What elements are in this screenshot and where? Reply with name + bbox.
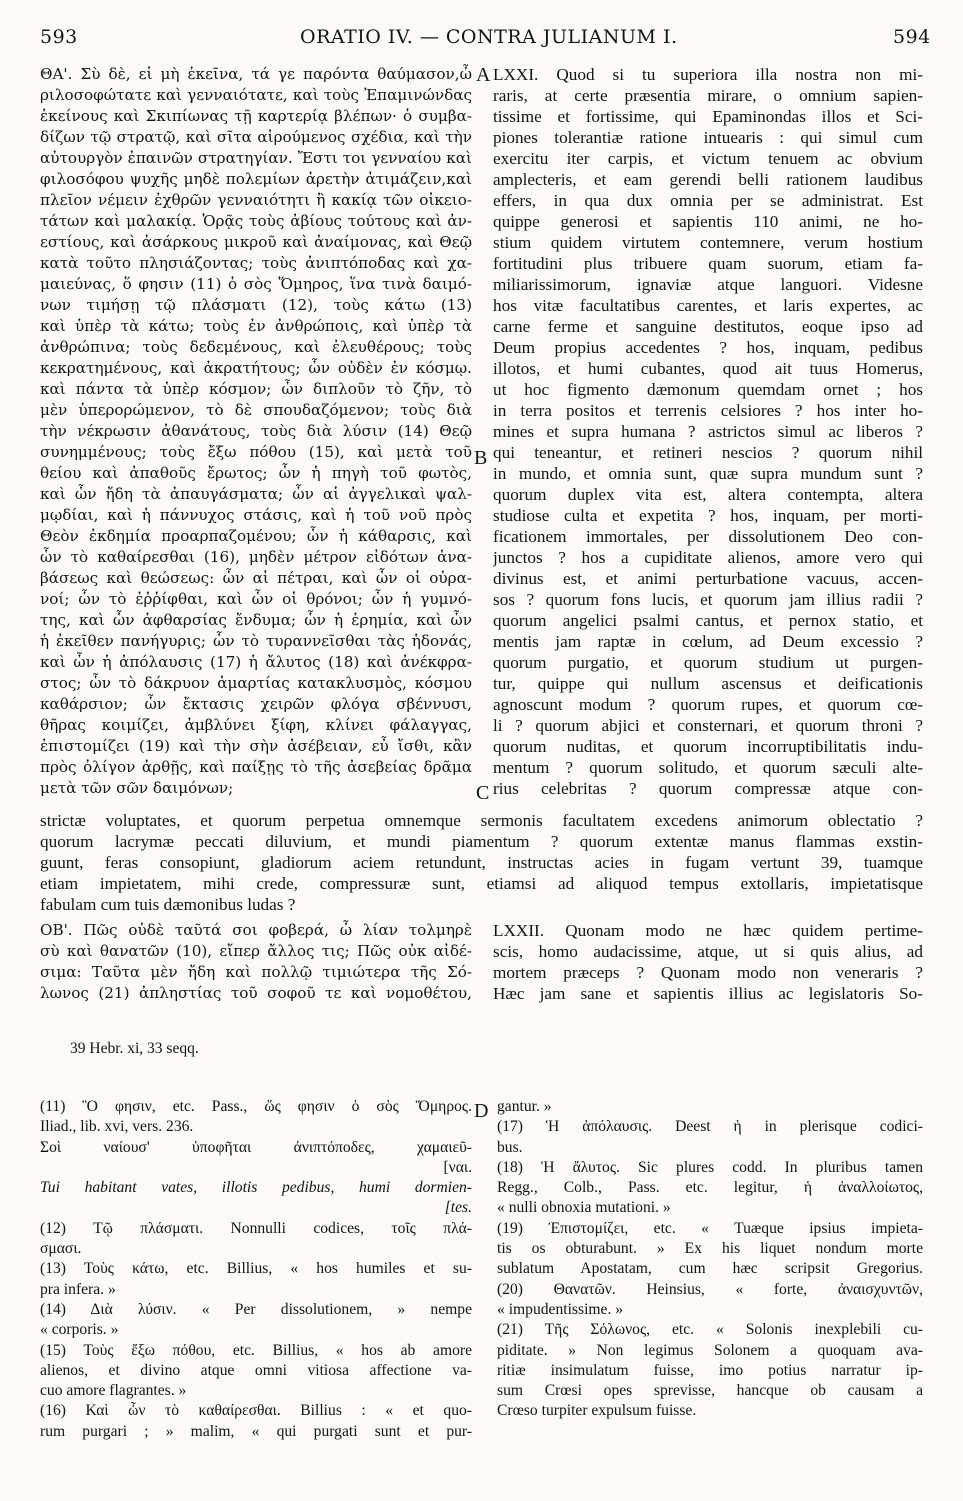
greek-line: καὶ ὑπὲρ τὰ κάτω; τοὺς ἐν ἀνθρώποις, καὶ ὑπὲρ τὰ: [40, 317, 472, 335]
latin-line: quorum angelici psalmi cantus, et pernox statio, et: [493, 611, 923, 630]
note-line: (15) Τοὺς ἔξω πόθου, etc. Billius, « hos ab amore: [40, 1341, 472, 1359]
note-line: tis os obturabunt. » Ex his liquet nondum morte: [497, 1240, 923, 1258]
latin-text-column: [493, 64, 923, 799]
greek-line: κεκρατημένους, καὶ ἀκρατήτους; ὧν οὐδὲν ἐν κόσμῳ.: [40, 359, 472, 377]
latin-line: stium quidem virtutem contemnere, verum hostium: [493, 233, 923, 252]
note-line: (21) Τῆς Σόλωνος, etc. « Solonis inexplebili cu-: [497, 1321, 923, 1339]
latin-line: quorum purgatio, et quorum studium ut purgen-: [493, 653, 923, 672]
greek-line: κατὰ τοῦτο πλησιάζοντας; τοὺς ἀνιπτόποδας καὶ χα-: [40, 254, 472, 272]
latin-line: mentis jam raptæ in cœlum, ad Deum excessio ?: [493, 632, 923, 651]
greek-text-column: [40, 64, 472, 799]
margin-letter-a: A: [476, 64, 491, 86]
greek-line: καὶ ὧν ἡ ἀπόλαυσις (17) ἡ ἄλυτος (18) καὶ ἀνέκφρα-: [40, 653, 472, 671]
latin-line: ficationem immortales, per dissolutionem Deo con-: [493, 527, 923, 546]
latin-line: quorum nuditas, et quorum incorruptibilitatis indu-: [493, 737, 923, 756]
greek-line: ἐπιστομίζει (19) καὶ τὴν σὴν ἀσέβειαν, εὖ ἴσθι, κἂν: [40, 737, 472, 755]
latin-line: guunt, feras consopiunt, gladiorum aciem retundunt, instructas acies in fugam vertunt 39, tuamque: [40, 853, 923, 872]
note-line: piditate. » Non legimus Solonem a quoquam ava-: [497, 1341, 923, 1359]
page-number-left: 593: [40, 26, 78, 48]
latin-line: mines et supra humana ? astrictos simul ac liberos ?: [493, 422, 923, 441]
greek-line: τάτων καὶ μαλακίᾳ. Ὁρᾷς τοὺς ἀβίους τούτους καὶ ἀν-: [40, 212, 472, 230]
greek-line: μῳδίαι, καὶ ἡ πάννυχος στάσις, καὶ ἡ τοῦ νοῦ πρὸς: [40, 506, 472, 524]
latin-text-continued: [40, 810, 923, 915]
latin-line: tissime et fortissime, qui Epaminondas illos et Sci-: [493, 107, 923, 126]
greek-line: θῆρας κοιμίζει, ἀμβλύνει ξίφη, κλίνει φάλαγγας,: [40, 716, 472, 734]
latin-line: Deum propius accedentes ? hos, inquam, pedibus: [493, 338, 923, 357]
greek-line: ὧν τὸ καθαίρεσθαι (16), μηδὲν μέτρον εἰδότων ἀνα-: [40, 548, 472, 566]
note-line: gantur. »: [497, 1098, 552, 1115]
footnote-39: 39 Hebr. xi, 33 seqq.: [70, 1040, 199, 1057]
latin-line: mentum ? quorum solitudo, et quorum sæculi alte-: [493, 758, 923, 777]
latin-line: LXXII. Quonam modo ne hæc quidem pertime-: [493, 921, 923, 940]
page-number-right: 594: [893, 26, 931, 48]
note-line: σμασι.: [40, 1240, 82, 1258]
greek-line: σιμα: Ταῦτα μὲν ἤδη καὶ πολλῷ τιμιώτερα τῆς Σό-: [40, 963, 472, 981]
note-line: (19) Ἐπιστομίζει, etc. « Tuæque ipsius impieta-: [497, 1219, 923, 1237]
latin-line: rius celebritas ? quorum compressæ atque con-: [493, 779, 923, 798]
latin-line: junctos ? hos a cupiditate alienos, amore vero qui: [493, 548, 923, 567]
note-line: (14) Διὰ λύσιν. « Per dissolutionem, » nempe: [40, 1300, 472, 1318]
note-line: [ναι.: [443, 1158, 472, 1176]
latin-text-chapter-72: [493, 920, 923, 1004]
greek-line: ἐκείνους καὶ Σκιπίωνας τῇ καρτερίᾳ βλέπων· ὁ συμβα-: [40, 107, 472, 125]
latin-line: quorum lacrymæ peccati diluvium, et mundi piamentum ? quorum extentæ manus flammas exstin-: [40, 832, 923, 851]
greek-line: ἡ ἐκεῖθεν πανήγυρις; ὧν τὸ τυραννεῖσθαι τὰς ἡδονάς,: [40, 632, 472, 650]
header-title: ORATIO IV. — CONTRA JULIANUM I.: [300, 26, 678, 48]
note-line: Crœso turpiter expulsum fuisse.: [497, 1402, 697, 1420]
greek-line: βάσεως καὶ θεώσεως: ὧν αἱ πέτραι, καὶ ὧν οἱ οὐρα-: [40, 569, 472, 587]
latin-line: strictæ voluptates, et quorum perpetua omnemque sermonis facultatem excedens animorum oblectatio ?: [40, 811, 923, 830]
latin-line: hos vitæ facultatibus carentes, et laris expertes, ac: [493, 296, 923, 315]
latin-line: piones tolerantiæ ratione intuearis : qui simul cum: [493, 128, 923, 147]
greek-line: φιλοσόφου ψυχῆς μηδὲ πολεμίων ἀρετὴν ἀτιμάζειν,καὶ: [40, 170, 472, 188]
latin-line: li ? quorum abjici et consternari, et quorum throni ?: [493, 716, 923, 735]
greek-line: ἀνθρώπινα; τοὺς δεδεμένους, καὶ ἐλευθέρους; τοὺς: [40, 338, 472, 356]
greek-line: πρὸς ὀλίγον ἀρθῇς, καὶ παίξῃς τὸ τῆς ἀσεβείας δρᾶμα: [40, 758, 472, 776]
latin-line: agnoscunt modum ? quorum rupes, et quorum cœ-: [493, 695, 923, 714]
greek-line: σὺ καὶ θανατῶν (10), εἴπερ ἄλλος τις; Πῶς οὐκ αἰδέ-: [40, 942, 472, 960]
latin-line: raris, at certe præsentia mirare, o omnium sapien-: [493, 86, 923, 105]
note-line: pra infera. »: [40, 1280, 116, 1298]
latin-line: illotos, et humi cubantes, quod ait tuus Homerus,: [493, 359, 923, 378]
note-line: (17) Ἡ ἀπόλαυσις. Deest ἡ in plerisque codici-: [497, 1118, 923, 1136]
latin-line: exercitu iter carpis, et victum tenuem ac obvium: [493, 149, 923, 168]
latin-line: fabulam cum tuis dæmonibus ludas ?: [40, 895, 296, 914]
note-line: (16) Καὶ ὧν τὸ καθαίρεσθαι. Billius : « et quo-: [40, 1402, 472, 1420]
running-header: [0, 26, 963, 56]
greek-line: μετὰ τῶν σῶν δαιμόνων;: [40, 779, 234, 797]
greek-line: μαιεύνας, ὅ φησιν (11) ὁ σὸς Ὅμηρος, ἵνα τινὰ δαιμό-: [40, 275, 472, 293]
latin-line: qui teneantur, et retineri nescios ? quorum nihil: [493, 443, 923, 462]
latin-line: scis, homo audacissime, atque, ut si quis alius, ad: [493, 942, 923, 961]
note-line: sum Crœsi opes sprevisse, hancque ob causam a: [497, 1382, 923, 1400]
latin-line: quippe generosi et sapientis 110 animi, ne ho-: [493, 212, 923, 231]
latin-line: LXXI. Quod si tu superiora illa nostra non mi-: [493, 65, 923, 84]
greek-line: στος; ὧν τὸ δάκρυον ἁμαρτίας κατακλυσμὸς, κόσμου: [40, 674, 472, 692]
notes-left-column: [40, 1097, 472, 1442]
margin-letter-d: D: [474, 1100, 489, 1122]
greek-line: ΘΑ'. Σὺ δὲ, εἰ μὴ ἐκεῖνα, τά γε παρόντα θαύμασον,ὦ: [40, 65, 472, 83]
note-line: bus.: [497, 1138, 523, 1156]
greek-line: τὴν νέκρωσιν ἀθανάτους, τοὺς διὰ λύσιν (14) Θεῷ: [40, 422, 472, 440]
greek-line: μὲν ὑπερορώμενον, τὸ δὲ σπουδαζόμενον; τοὺς διὰ: [40, 401, 472, 419]
latin-line: fortitudini plus tribuere quam suorum, etiam fa-: [493, 254, 923, 273]
greek-line: δίζων τῷ στρατῷ, καὶ σῖτα αἱρούμενος σχέδια, καὶ τὴν: [40, 128, 472, 146]
note-line: sublatum Apostatam, cum hæc scripsit Gregorius.: [497, 1260, 923, 1278]
note-line: (20) Θανατῶν. Heinsius, « forte, ἀναισχυντῶν,: [497, 1280, 923, 1298]
greek-line: νων τιμήσῃ τῷ πλάσματι (12), τοὺς κάτω (13): [40, 296, 472, 314]
latin-line: mortem præceps ? Quonam modo non veneraris ?: [493, 963, 923, 982]
note-line: (18) Ἡ ἄλυτος. Sic plures codd. In pluribus tamen: [497, 1158, 923, 1176]
greek-line: θείου καὶ ἀπαθοῦς ἔρωτος; ὧν ἡ πηγὴ τοῦ φωτὸς,: [40, 464, 472, 482]
greek-line: καὶ ὧν ἤδη τὰ ἀπαυγάσματα; ὧν αἱ ἀγγελικαὶ ψαλ-: [40, 485, 472, 503]
note-line: [tes.: [444, 1199, 472, 1217]
greek-line: συνημμένους; τοὺς ἔξω πόθου (15), καὶ μετὰ τοῦ: [40, 443, 472, 461]
greek-line: Θεὸν ἐκδημία προαρπαζομένου; ὧν ἡ κάθαρσις, καὶ: [40, 527, 472, 545]
note-line: (11) Ὃ φησιν, etc. Pass., ὥς φησιν ὁ σὸς Ὅμηρος.: [40, 1098, 472, 1115]
latin-line: in mundo, et omnia sunt, quæ supra mundum sunt ?: [493, 464, 923, 483]
latin-line: divinus est, et animi perturbatione vacuus, accen-: [493, 569, 923, 588]
note-line: « impudentissime. »: [497, 1300, 624, 1318]
greek-line: ριλοσοφώτατε καὶ γενναιότατε, καὶ τοὺς Ἐπαμινώνδας: [40, 86, 472, 104]
note-line: ritiæ insimulatum fuisse, imo potius narratur ip-: [497, 1361, 923, 1379]
note-line: Σοὶ ναίουσ' ὑποφῆται ἀνιπτόποδες, χαμαιεῦ-: [40, 1138, 472, 1156]
greek-line: καθάρσιον; ὧν ἔκτασις χειρῶν φλόγα σβέννυσι,: [40, 695, 472, 713]
note-line: « corporis. »: [40, 1321, 119, 1339]
greek-text-chapter-72: [40, 920, 472, 1004]
note-line: rum purgari ; » malim, « qui purgati sunt et pur-: [40, 1422, 472, 1440]
latin-line: in terra positos et terrenis celsiores ? hos inter ho-: [493, 401, 923, 420]
note-line: (12) Τῷ πλάσματι. Nonnulli codices, τοῖς πλά-: [40, 1219, 472, 1237]
note-line: (13) Τοὺς κάτω, etc. Billius, « hos humiles et su-: [40, 1260, 472, 1278]
note-line: alienos, et divino atque omni vitiosa affectione va-: [40, 1361, 472, 1379]
greek-line: λωνος (21) ἀπληστίας τοῦ σοφοῦ τε καὶ νομοθέτου,: [40, 984, 472, 1002]
note-line: Regg., Colb., Pass. etc. legitur, ἡ ἀναλλοίωτος,: [497, 1179, 923, 1197]
note-line: cuo amore flagrantes. »: [40, 1382, 187, 1400]
greek-line: αὐτουργὸν ἐπαινῶν στρατηγίαν. Ἔστι τοι γενναίου καὶ: [40, 149, 472, 167]
latin-line: Hæc jam sane et sapientis illius ac legislatoris So-: [493, 984, 923, 1003]
latin-line: carne ferme et sanguine destitutos, eoque ipso ad: [493, 317, 923, 336]
note-line: Tui habitant vates, illotis pedibus, humi dormien-: [40, 1179, 472, 1197]
latin-line: tur, quippe qui nullum ascensus et deificationis: [493, 674, 923, 693]
note-line: « nulli obnoxia mutationi. »: [497, 1199, 671, 1217]
greek-line: πλεῖον νέμειν ἐχθρῶν γενναιότητι ἢ κακίᾳ τῶν οἰκειο-: [40, 191, 472, 209]
latin-line: effers, in qua dux omnia per se administrat. Est: [493, 191, 923, 210]
latin-line: etiam impietatem, mihi crede, compressuræ sunt, etiamsi ad aliquod tempus extollaris, impietatisque: [40, 874, 923, 893]
latin-line: quorum duplex vita est, altera contempta, altera: [493, 485, 923, 504]
margin-letter-b: B: [474, 447, 488, 469]
greek-line: ΟΒ'. Πῶς οὐδὲ ταῦτά σοι φοβερά, ὦ λίαν τολμηρὲ: [40, 921, 472, 939]
notes-right-column: [497, 1097, 923, 1422]
greek-line: καὶ πάντα τὰ ὑπὲρ κόσμον; ὧν διπλοῦν τὸ ζῆν, τὸ: [40, 380, 472, 398]
latin-line: miliarissimorum, ignaviæ atque languori. Videsne: [493, 275, 923, 294]
latin-line: sos ? quorum fons lucis, et quorum jam illius radii ?: [493, 590, 923, 609]
greek-line: εστίους, καὶ ἀσάρκους μικροῦ καὶ ἀναίμονας, καὶ Θεῷ: [40, 233, 472, 251]
note-line: Iliad., lib. xvi, vers. 236.: [40, 1118, 194, 1136]
latin-line: amplecteris, et eam gerendi belli rationem laudibus: [493, 170, 923, 189]
latin-line: studiose culta et expetita ? hos, inquam, per morti-: [493, 506, 923, 525]
greek-line: νοί; ὧν τὸ ἐῤῥίφθαι, καὶ ὧν οἱ θρόνοι; ὧν ἡ γυμνό-: [40, 590, 472, 608]
latin-line: ut hoc figmento dæmonum quemdam ornet ; hos: [493, 380, 923, 399]
greek-line: της, καὶ ὧν ἀφθαρσίας ἔνδυμα; ὧν ἡ ἐρημία, καὶ ὧν: [40, 611, 472, 629]
margin-letter-c: C: [476, 782, 490, 804]
